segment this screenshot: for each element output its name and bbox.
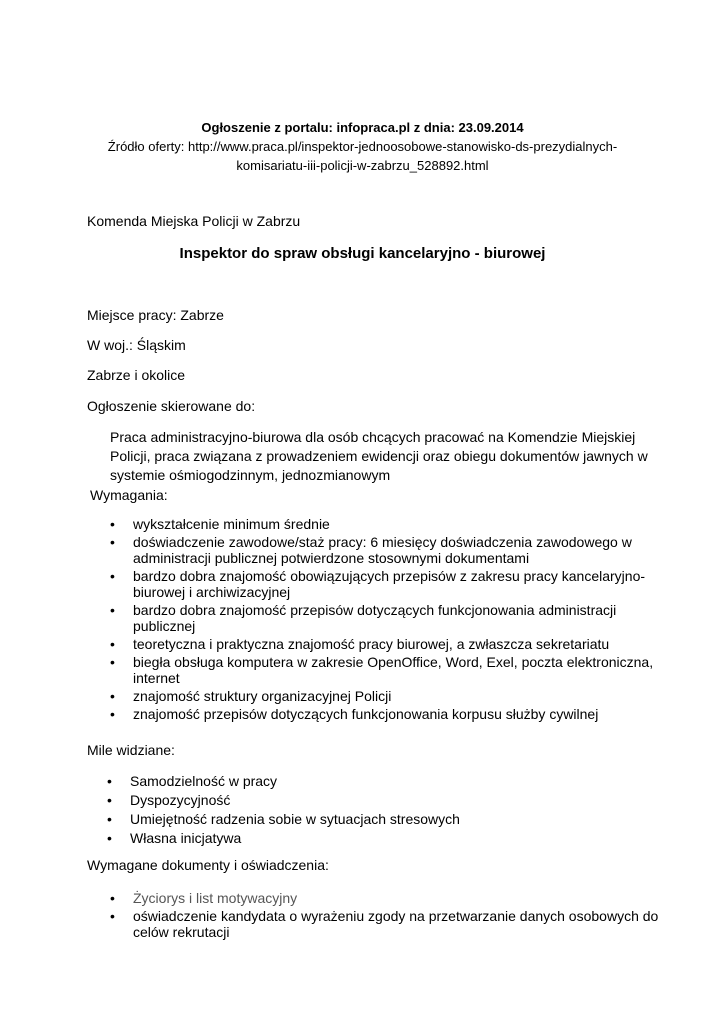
addressed-to-label: Ogłoszenie skierowane do: — [87, 398, 256, 414]
documents-list — [110, 890, 658, 942]
description-line: Policji, praca związana z prowadzeniem ewidencji oraz obiegu dokumentów jawnych w — [110, 448, 648, 464]
requirements-list — [110, 516, 653, 724]
nice-to-have-list — [107, 773, 460, 849]
list-item: • znajomość przepisów dotyczących funkcjonowania korpusu służby cywilnej — [110, 706, 653, 722]
list-item: • bardzo dobra znajomość przepisów dotyczących funkcjonowania administracji publicznej — [110, 602, 653, 634]
list-item: • Życiorys i list motywacyjny — [110, 890, 658, 906]
employer-name: Komenda Miejska Policji w Zabrzu — [87, 213, 301, 229]
list-item: • oświadczenie kandydata o wyrażeniu zgody na przetwarzanie danych osobowych do celów rekrutacji — [110, 908, 658, 940]
list-item: • Samodzielność w pracy — [107, 773, 460, 789]
list-item: • Umiejętność radzenia sobie w sytuacjach stresowych — [107, 811, 460, 827]
list-item: • znajomość struktury organizacyjnej Policji — [110, 688, 653, 704]
source-portal-line: Ogłoszenie z portalu: infopraca.pl z dnia: 23.09.2014 — [201, 120, 524, 135]
list-item: • biegła obsługa komputera w zakresie OpenOffice, Word, Exel, poczta elektroniczna, internet — [110, 654, 653, 686]
nice-to-have-label: Mile widziane: — [87, 742, 175, 758]
list-item: • teoretyczna i praktyczna znajomość pracy biurowej, a zwłaszcza sekretariatu — [110, 636, 653, 652]
list-item: • Własna inicjatywa — [107, 830, 460, 846]
description-line: Praca administracyjno-biurowa dla osób chcących pracować na Komendzie Miejskiej — [110, 429, 636, 445]
voivodeship: W woj.: Śląskim — [87, 337, 186, 353]
source-url-line-continued: komisariatu-iii-policji-w-zabrzu_528892.html — [236, 158, 489, 173]
list-item: • doświadczenie zawodowe/staż pracy: 6 miesięcy doświadczenia zawodowego w administracji publicznej potwierdzone stosownymi dokumentami — [110, 534, 653, 566]
list-item: • wykształcenie minimum średnie — [110, 516, 653, 532]
job-title: Inspektor do spraw obsługi kancelaryjno - biurowej — [179, 245, 546, 262]
work-location: Miejsce pracy: Zabrze — [87, 307, 224, 323]
job-description — [110, 428, 648, 485]
requirements-label: Wymagania: — [90, 487, 168, 503]
list-item: • bardzo dobra znajomość obowiązujących przepisów z zakresu pracy kancelaryjno- biurowej i archiwizacyjnej — [110, 568, 653, 600]
description-line: systemie ośmiogodzinnym, jednozmianowym — [110, 467, 391, 483]
list-item: • Dyspozycyjność — [107, 792, 460, 808]
documents-label: Wymagane dokumenty i oświadczenia: — [87, 857, 329, 873]
area: Zabrze i okolice — [87, 367, 186, 383]
source-url-line: Źródło oferty: http://www.praca.pl/inspektor-jednoosobowe-stanowisko-ds-prezydialnych- — [107, 139, 618, 154]
